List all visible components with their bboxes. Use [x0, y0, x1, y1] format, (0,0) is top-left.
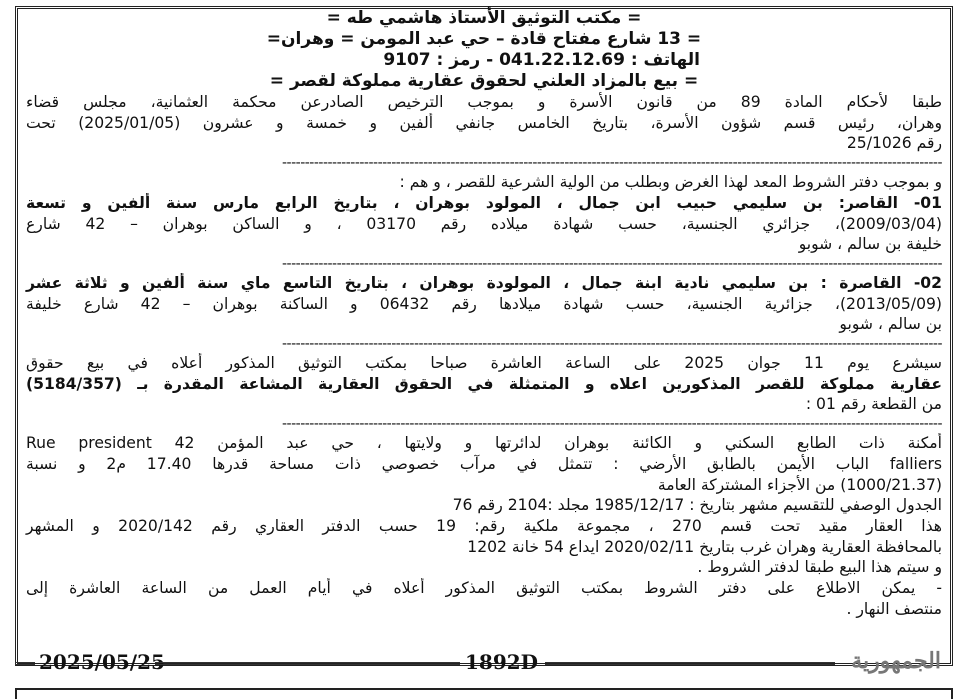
text-line: رقم 25/1026: [846, 134, 942, 153]
footer-rule: [15, 662, 35, 665]
dash-separator: -------------------------------------------------------------------------------------------------------------------------------------------------: [281, 416, 942, 433]
text-line: أمكنة ذات الطابع السكني و الكائنة بوهران لدائرتها و ولايتها ، حي عبد المؤمن 42 Rue president: [26, 434, 942, 453]
text-line: falliers الباب الأيمن بالطابق الأرضي : تتمثل في مرآب خصوصي ذات مساحة قدرها 17.40 م2 و نسبة: [26, 454, 942, 473]
text-line: بن سالم ، شوبو: [839, 315, 942, 334]
text-line: وهران، رئيس قسم شؤون الأسرة، بتاريخ الخامس جانفي ألفين و خمسة و عشرون (2025/01/05) تحت: [26, 113, 942, 132]
text-line: (2013/05/09)، جزائرية الجنسية، حسب شهادة ميلادها رقم 06432 و الساكنة بوهران – 42 شارع خليفة: [26, 294, 943, 313]
office-address: = 13 شارع مفتاح قادة – حي عبد المومن = وهران=: [266, 29, 702, 49]
text-line: و سيتم هذا البيع طبقا لدفتر الشروط .: [697, 558, 942, 577]
text-line: عقارية مملوكة للقصر المذكورين اعلاه و المتمثلة في الحقوق العقارية المشاعة المقدرة بـ (5184/357): [26, 374, 942, 393]
notice-title: = بيع بالمزاد العلني لحقوق عقارية مملوكة لقصر =: [269, 71, 699, 91]
text-line: بالمحافظة العقارية وهران غرب بتاريخ 2020/02/11 ايداع 54 خانة 1202: [467, 537, 942, 556]
text-line: - يمكن الاطلاع على دفتر الشروط بمكتب التوثيق المذكور أعلاه في أيام العمل من الساعة العاشرة إلى: [26, 579, 942, 598]
office-phone: الهاتف : 041.22.12.69 - رمز : 9107: [383, 50, 700, 70]
next-notice-frame: [15, 688, 953, 699]
notice-reference: 1892D: [465, 650, 539, 674]
newspaper-logo: الجمهورية: [851, 648, 941, 674]
text-line: هذا العقار مقيد تحت قسم 270 ، مجموعة ملكية رقم: 19 حسب الدفتر العقاري رقم 2020/142 و المشهر: [26, 516, 942, 535]
publication-date: 2025/05/25: [39, 650, 165, 674]
text-line: طبقا لأحكام المادة 89 من قانون الأسرة و بموجب الترخيص الصادرعن محكمة العثمانية، مجلس قضاء: [26, 93, 942, 111]
text-line: (1000/21.37) من الأجزاء المشتركة العامة: [657, 475, 942, 494]
text-line: الجدول الوصفي للتقسيم مشهر بتاريخ : 1985/12/17 مجلد :2104 رقم 76: [452, 496, 942, 515]
dash-separator: -------------------------------------------------------------------------------------------------------------------------------------------------: [281, 155, 942, 172]
footer-rule: [155, 662, 460, 665]
footer-bar: [15, 650, 953, 674]
text-line: منتصف النهار .: [846, 599, 942, 618]
text-line: 01- القاصر: بن سليمي حبيب ابن جمال ، المولود بوهران ، بتاريخ الرابع مارس سنة ألفين و تسعة: [26, 193, 942, 212]
text-line: و بموجب دفتر الشروط المعد لهذا الغرض وبطلب من الولية الشرعية للقصر ، و هم :: [399, 173, 942, 192]
text-line: خليفة بن سالم ، شوبو: [798, 235, 942, 254]
dash-separator: -------------------------------------------------------------------------------------------------------------------------------------------------: [281, 255, 942, 272]
text-line: 02- القاصرة : بن سليمي نادية ابنة جمال ، المولودة بوهران ، بتاريخ التاسع ماي سنة ألفين و ثلاثة عشر: [26, 273, 942, 292]
text-line: سيشرع يوم 11 جوان 2025 على الساعة العاشرة صباحا بمكتب التوثيق المذكور أعلاه في بيع حقوق: [26, 354, 942, 373]
dash-separator: -------------------------------------------------------------------------------------------------------------------------------------------------: [281, 336, 942, 353]
footer-rule: [545, 662, 835, 665]
text-line: من القطعة رقم 01 :: [805, 395, 942, 414]
notice-content: [18, 8, 950, 619]
text-line: (2009/03/04)، جزائري الجنسية، حسب شهادة ميلاده رقم 03170 ، و الساكن بوهران – 42 شارع: [26, 214, 942, 233]
office-title: = مكتب التوثيق الأستاذ هاشمي طه =: [326, 8, 642, 28]
